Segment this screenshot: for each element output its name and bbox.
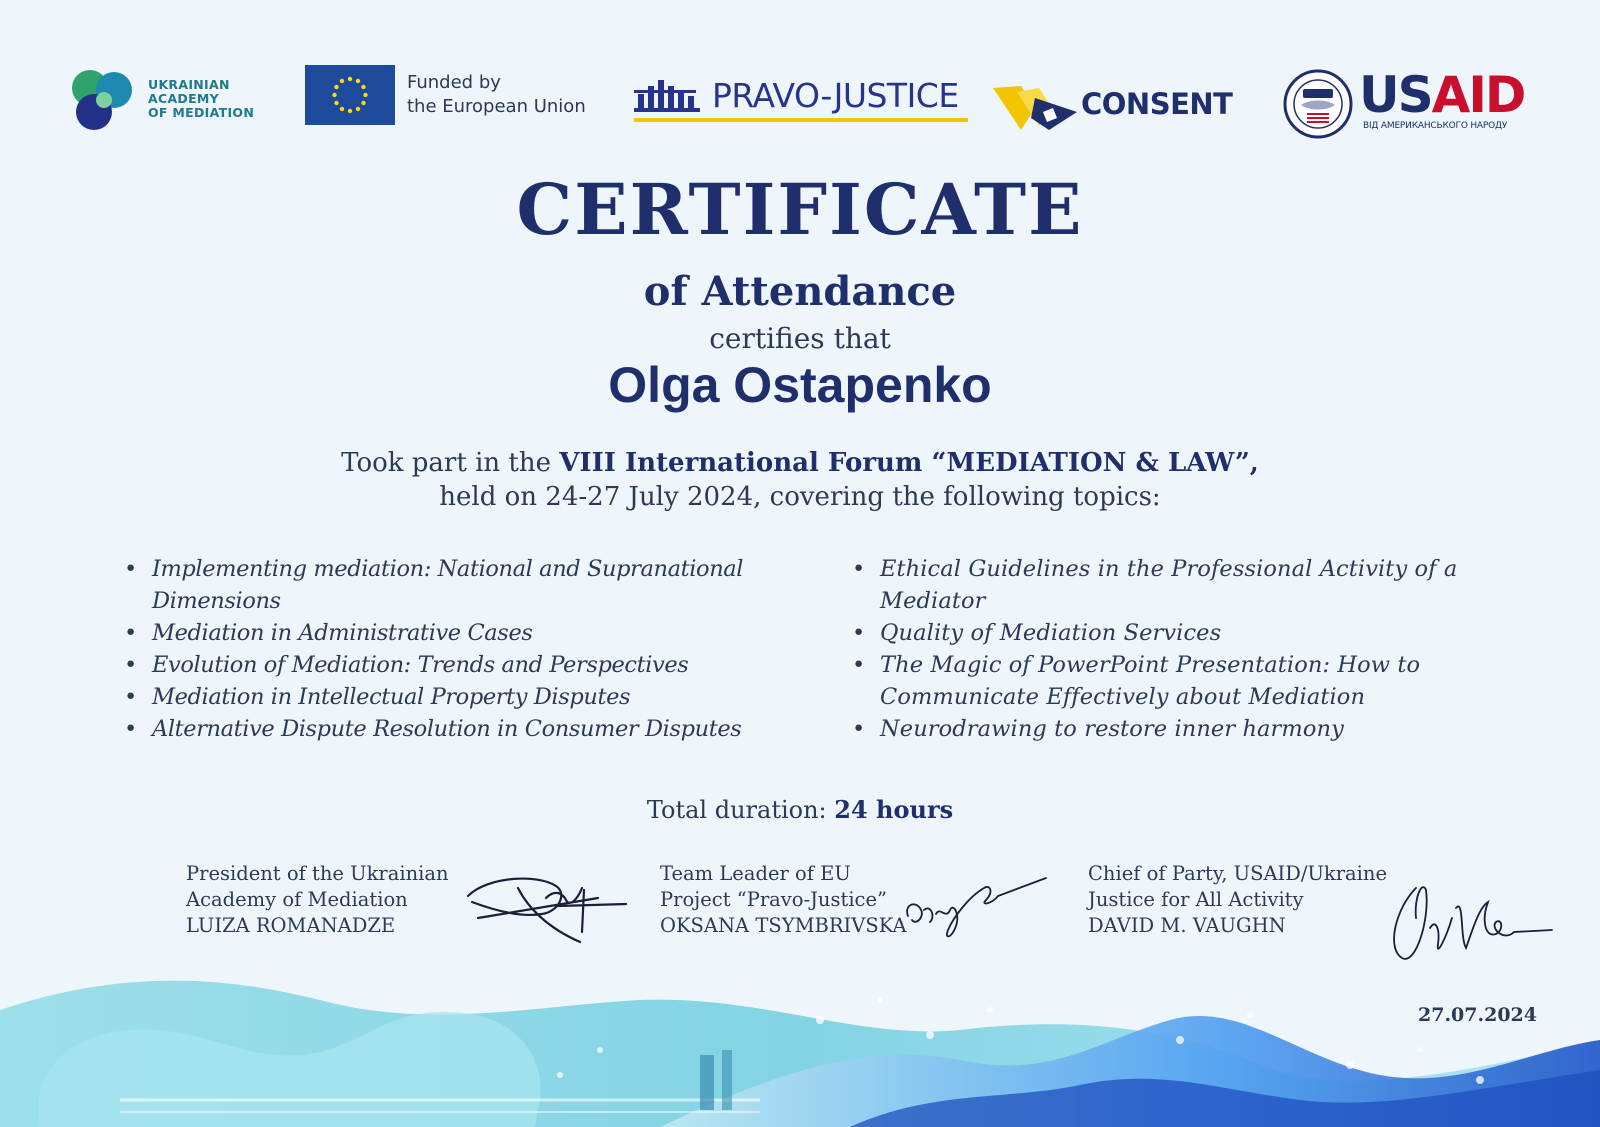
topic-item: • Neurodrawing to restore inner harmony: [852, 713, 1472, 745]
handwritten-signature-1: [458, 868, 628, 948]
usaid-seal-icon: [1283, 69, 1353, 139]
signatory-role: Team Leader of EU: [660, 862, 851, 885]
eu-funding-line: the European Union: [407, 96, 586, 117]
academy-logo-line: ACADEMY: [148, 91, 220, 106]
eu-funding-logo: [305, 65, 605, 127]
topic-item: • Ethical Guidelines in the Professional Activity of a Mediator: [852, 553, 1472, 617]
participation-statement: [0, 446, 1600, 514]
academy-emblem-icon: [68, 66, 140, 136]
duration-label: Total duration:: [646, 796, 835, 824]
eu-flag-icon: [305, 65, 395, 125]
pravo-justice-logo: [634, 72, 968, 124]
academy-logo-line: UKRAINIAN: [148, 77, 230, 92]
usaid-logo: [1283, 66, 1543, 139]
topics-list-left: [124, 553, 814, 745]
signatory-block: [186, 861, 449, 939]
academy-logo-line: OF MEDIATION: [148, 105, 255, 120]
certifies-text: certifies that: [709, 322, 891, 355]
signatory-name: DAVID M. VAUGHN: [1088, 914, 1286, 937]
forum-name: VIII International Forum “MEDIATION & LAW”,: [559, 448, 1259, 478]
signatory-name: LUIZA ROMANADZE: [186, 914, 396, 937]
topic-item: • The Magic of PowerPoint Presentation: How to Communicate Effectively about Mediation: [852, 649, 1472, 713]
handwritten-signature-3: [1386, 878, 1554, 968]
took-part-prefix: Took part in the: [341, 448, 560, 478]
eu-funding-line: Funded by: [407, 72, 501, 93]
recipient-name: Olga Ostapenko: [608, 357, 992, 413]
signatory-name: OKSANA TSYMBRIVSKA: [660, 914, 907, 937]
signatory-role: Academy of Mediation: [186, 888, 408, 911]
signatory-block: [660, 861, 907, 939]
topic-item: • Mediation in Intellectual Property Disputes: [124, 681, 814, 713]
topics-list-right: [852, 553, 1472, 745]
topic-item: • Quality of Mediation Services: [852, 617, 1472, 649]
duration-value: 24 hours: [834, 795, 954, 824]
usaid-wordmark-us: US: [1359, 66, 1432, 124]
signatory-role: Project “Pravo-Justice”: [660, 888, 887, 911]
pravo-justice-logo-text: PRAVO-JUSTICE: [712, 76, 959, 115]
eu-funding-text: [407, 71, 586, 119]
pravo-justice-underline: [634, 118, 968, 122]
topic-item: • Evolution of Mediation: Trends and Perspectives: [124, 649, 814, 681]
usaid-tagline: ВІД АМЕРИКАНСЬКОГО НАРОДУ: [1363, 121, 1508, 131]
academy-logo: [68, 66, 258, 136]
consent-logo-text: CONSENT: [1081, 87, 1233, 121]
certificate-title: CERTIFICATE: [516, 168, 1084, 251]
held-on-text: held on 24-27 July 2024, covering the following topics:: [439, 482, 1161, 512]
issue-date: 27.07.2024: [1418, 1004, 1537, 1026]
signatory-role: President of the Ukrainian: [186, 862, 449, 885]
participation-line-1: [0, 446, 1600, 480]
signatory-block: [1088, 861, 1387, 939]
total-duration: [0, 795, 1600, 824]
certificate-subtitle: of Attendance: [643, 268, 957, 315]
usaid-wordmark: [1359, 67, 1524, 123]
topic-item: • Alternative Dispute Resolution in Consumer Disputes: [124, 713, 814, 745]
signatory-role: Chief of Party, USAID/Ukraine: [1088, 862, 1387, 885]
academy-logo-text: [148, 78, 254, 120]
usaid-wordmark-aid: AID: [1431, 66, 1525, 124]
topic-item: • Implementing mediation: National and Supranational Dimensions: [124, 553, 814, 617]
consent-logo: [991, 78, 1241, 134]
handwritten-signature-2: [900, 876, 1050, 956]
topic-item: • Mediation in Administrative Cases: [124, 617, 814, 649]
consent-emblem-icon: [991, 78, 1081, 134]
signatory-role: Justice for All Activity: [1088, 888, 1304, 911]
columns-building-icon: [634, 78, 700, 114]
